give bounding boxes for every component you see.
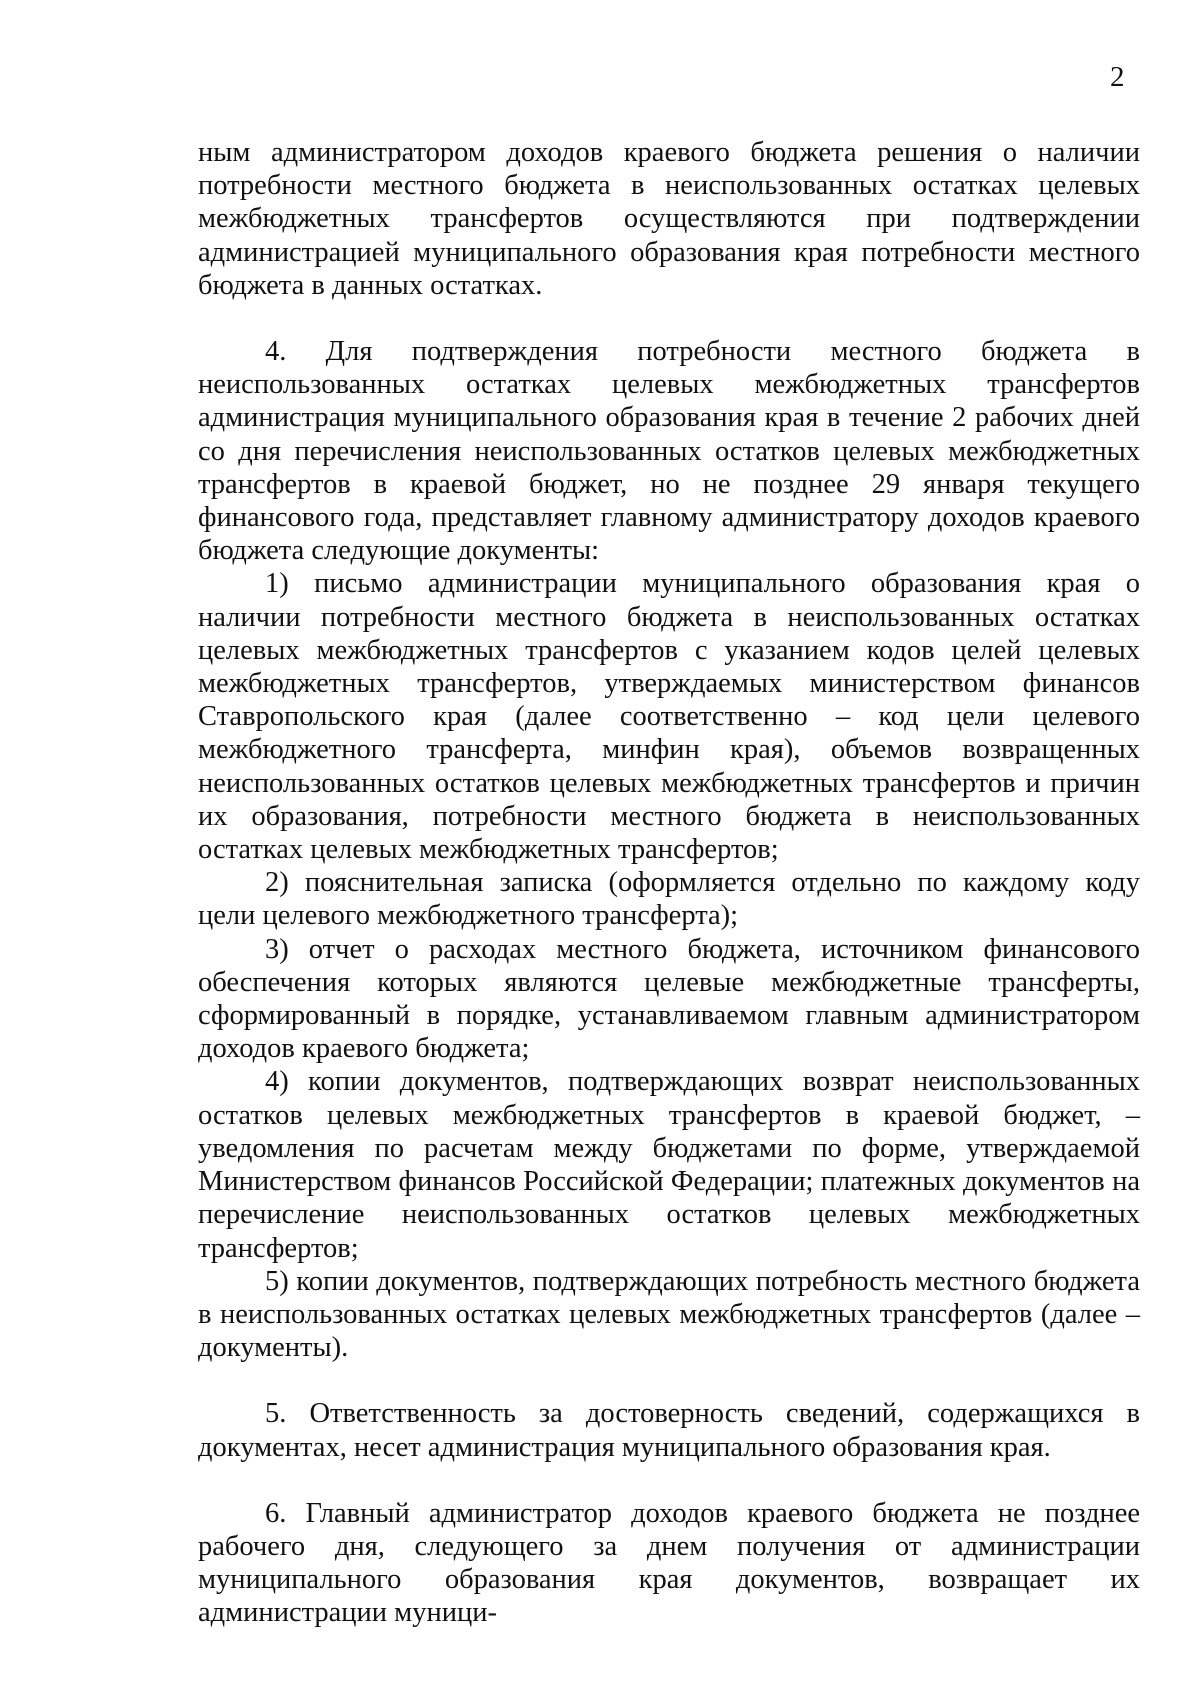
list-item-3: 3) отчет о расходах местного бюджета, источником финансового обеспечения которых являются целевые межбюджетные трансферты, сформированный в порядке, устанавливаемом главным администратором доходов краевого бюджета; xyxy=(198,933,1140,1065)
paragraph-gap xyxy=(198,1364,1140,1397)
list-item-2: 2) пояснительная записка (оформляется отдельно по каждому коду цели целевого межбюджетного трансферта); xyxy=(198,867,1140,932)
page-number: 2 xyxy=(1110,61,1125,93)
list-item-4: 4) копии документов, подтверждающих возврат неиспользованных остатков целевых межбюджетных трансфертов в краевой бюджет, – уведомления по расчетам между бюджетами по форме, утверждаемой Министерством финансов Российской Федерации; платежных документов на перечисление неиспользованных остатков целевых межбюджетных трансфертов; xyxy=(198,1066,1140,1264)
paragraph-continuation: ным администратором доходов краевого бюджета решения о наличии потребности местного бюджета в неиспользованных остатках целевых межбюджетных трансфертов осуществляются при подтверждении администрацией муниципального образования края потребности местного бюджета в данных остатках. xyxy=(198,137,1140,301)
paragraph-6: 6. Главный администратор доходов краевого бюджета не позднее рабочего дня, следующего за днем получения от администрации муниципального образования края документов, возвращает их администрации муници- xyxy=(198,1497,1140,1629)
paragraph-gap xyxy=(198,1464,1140,1497)
document-body xyxy=(198,136,1140,1630)
paragraph-4: 4. Для подтверждения потребности местного бюджета в неиспользованных остатках целевых межбюджетных трансфертов администрация муниципального образования края в течение 2 рабочих дней со дня перечисления неиспользованных остатков целевых межбюджетных трансфертов в краевой бюджет, но не позднее 29 января текущего финансового года, представляет главному администратору доходов краевого бюджета следующие документы: xyxy=(198,336,1140,567)
paragraph-5: 5. Ответственность за достоверность сведений, содержащихся в документах, несет администрация муниципального образования края. xyxy=(198,1398,1140,1463)
list-item-5: 5) копии документов, подтверждающих потребность местного бюджета в неиспользованных остатках целевых межбюджетных трансфертов (далее – документы). xyxy=(198,1265,1140,1364)
list-item-1: 1) письмо администрации муниципального образования края о наличии потребности местного бюджета в неиспользованных остатках целевых межбюджетных трансфертов с указанием кодов целей целевых межбюджетных трансфертов, утверждаемых министерством финансов Ставропольского края (далее соответственно – код цели целевого межбюджетного трансферта, минфин края), объемов возвращенных неиспользованных остатков целевых межбюджетных трансфертов и причин их образования, потребности местного бюджета в неиспользованных остатках целевых межбюджетных трансфертов; xyxy=(198,568,1140,866)
paragraph-gap xyxy=(198,302,1140,335)
